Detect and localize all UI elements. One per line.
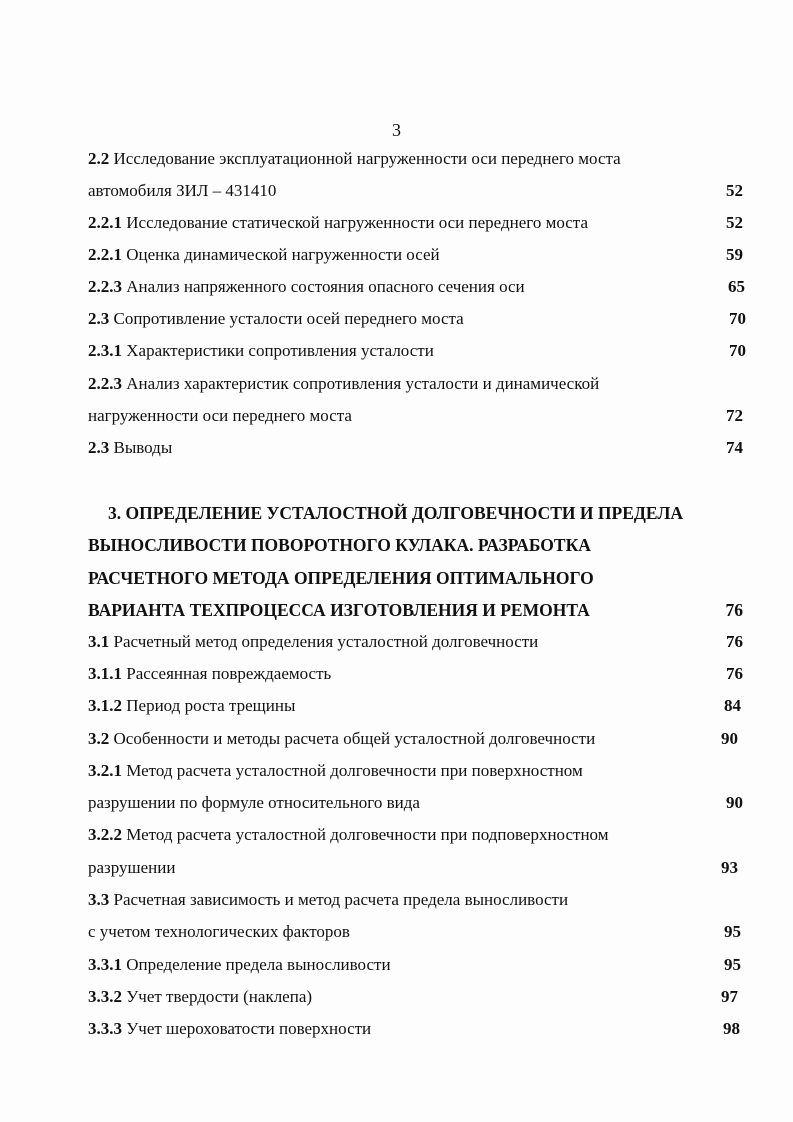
toc-entry — [0, 436, 793, 460]
toc-entry — [0, 791, 793, 815]
page-number: 3 — [392, 120, 401, 140]
toc-entry — [0, 147, 793, 171]
page-ref: 59 — [726, 245, 743, 264]
toc-entry — [0, 953, 793, 977]
toc-entry — [0, 307, 793, 331]
section-title: Расчетная зависимость и метод расчета предела выносливости — [113, 890, 569, 909]
section-number: 2.3 — [88, 309, 110, 328]
section-title: Анализ характеристик сопротивления усталости и динамической — [126, 374, 600, 393]
section-number: 2.2 — [88, 149, 110, 168]
page-ref: 70 — [729, 309, 746, 328]
section-title: Оценка динамической нагруженности осей — [126, 245, 440, 264]
section-title: Сопротивление усталости осей переднего моста — [113, 309, 464, 328]
section-number: 3.1 — [88, 632, 110, 651]
toc-entry — [0, 1017, 793, 1041]
chapter-heading-line: ВАРИАНТА ТЕХПРОЦЕССА ИЗГОТОВЛЕНИЯ И РЕМОНТА 76 — [0, 597, 793, 623]
section-number: 3.3.2 — [88, 987, 122, 1006]
toc-entry — [0, 339, 793, 363]
section-title: Исследование статической нагруженности оси переднего моста — [126, 213, 588, 232]
section-number: 3.3 — [88, 890, 110, 909]
section-number: 2.2.3 — [88, 277, 122, 296]
toc-entry — [0, 759, 793, 783]
toc-entry — [0, 823, 793, 847]
section-title: Определение предела выносливости — [126, 955, 391, 974]
page-ref: 93 — [721, 858, 738, 877]
toc-entry — [0, 856, 793, 880]
page-ref: 52 — [726, 181, 743, 200]
page-ref: 52 — [726, 213, 743, 232]
section-title: Учет шероховатости поверхности — [126, 1019, 372, 1038]
toc-entry — [0, 243, 793, 267]
section-number: 2.3.1 — [88, 341, 122, 360]
section-title: нагруженности оси переднего моста — [88, 406, 352, 425]
section-title: разрушении — [88, 858, 176, 877]
page-ref: 70 — [729, 341, 746, 360]
section-title: разрушении по формуле относительного вида — [88, 793, 420, 812]
section-number: 2.2.3 — [88, 374, 122, 393]
page-ref: 74 — [726, 438, 743, 457]
toc-entry — [0, 662, 793, 686]
section-number: 2.3 — [88, 438, 110, 457]
section-title: Метод расчета усталостной долговечности при подповерхностном — [126, 825, 609, 844]
section-title: Характеристики сопротивления усталости — [126, 341, 434, 360]
toc-entry-text — [88, 147, 621, 171]
chapter-heading-line: ВЫНОСЛИВОСТИ ПОВОРОТНОГО КУЛАКА. РАЗРАБОТКА — [88, 535, 591, 555]
section-title: Особенности и методы расчета общей усталостной долговечности — [113, 729, 596, 748]
chapter-heading-line: РАСЧЕТНОГО МЕТОДА ОПРЕДЕЛЕНИЯ ОПТИМАЛЬНОГО — [88, 568, 594, 588]
toc-entry — [0, 985, 793, 1009]
section-title: Метод расчета усталостной долговечности при поверхностном — [126, 761, 583, 780]
toc-entry — [0, 372, 793, 396]
section-title: Учет твердости (наклепа) — [126, 987, 313, 1006]
section-number: 3.2 — [88, 729, 110, 748]
page-ref: 90 — [726, 793, 743, 812]
section-title: Рассеянная повреждаемость — [126, 664, 332, 683]
section-title: Анализ напряженного состояния опасного сечения оси — [126, 277, 525, 296]
section-number: 3.2.1 — [88, 761, 122, 780]
toc-entry — [0, 727, 793, 751]
section-title: Период роста трещины — [126, 696, 296, 715]
section-title: Исследование эксплуатационной нагруженности оси переднего моста — [113, 149, 621, 168]
section-number: 2.2.1 — [88, 213, 122, 232]
section-title: Выводы — [113, 438, 173, 457]
page-ref: 95 — [724, 955, 741, 974]
chapter-heading-line: 3. ОПРЕДЕЛЕНИЕ УСТАЛОСТНОЙ ДОЛГОВЕЧНОСТИ И ПРЕДЕЛА — [108, 503, 684, 523]
section-number: 3.1.2 — [88, 696, 122, 715]
toc-entry — [0, 404, 793, 428]
page-ref: 76 — [726, 632, 743, 651]
section-number: 2.2.1 — [88, 245, 122, 264]
section-number: 3.3.3 — [88, 1019, 122, 1038]
toc-entry — [0, 630, 793, 654]
section-title: с учетом технологических факторов — [88, 922, 350, 941]
page-ref: 95 — [724, 922, 741, 941]
page-ref: 76 — [725, 600, 743, 620]
section-number: 3.3.1 — [88, 955, 122, 974]
page-ref: 98 — [723, 1019, 740, 1038]
section-number: 3.2.2 — [88, 825, 122, 844]
page-ref: 84 — [724, 696, 741, 715]
page-ref: 65 — [728, 277, 745, 296]
section-title: Расчетный метод определения усталостной долговечности — [113, 632, 539, 651]
section-title: автомобиля ЗИЛ – 431410 — [88, 181, 277, 200]
toc-entry — [0, 888, 793, 912]
page-ref: 97 — [721, 987, 738, 1006]
toc-entry — [0, 920, 793, 944]
page-ref: 90 — [721, 729, 738, 748]
page-ref: 76 — [726, 664, 743, 683]
toc-entry — [0, 179, 793, 203]
toc-entry — [0, 275, 793, 299]
toc-entry — [0, 694, 793, 718]
toc-entry — [0, 211, 793, 235]
section-number: 3.1.1 — [88, 664, 122, 683]
page-ref: 72 — [726, 406, 743, 425]
